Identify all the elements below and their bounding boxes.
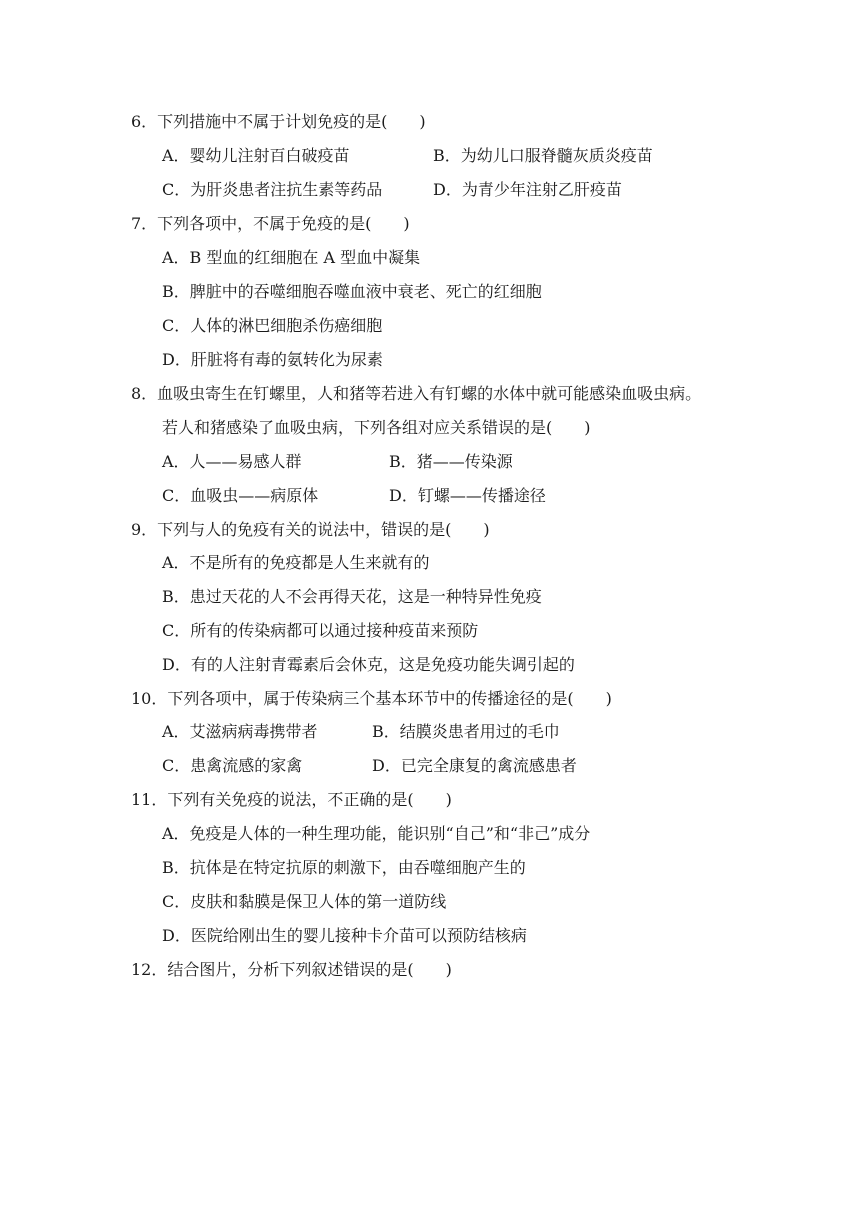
question-10-stem: 10．下列各项中，属于传染病三个基本环节中的传播途径的是( ) <box>131 689 612 708</box>
question-8-option-b: B．猪——传染源 <box>389 452 513 471</box>
question-10-option-d: D．已完全康复的禽流感患者 <box>372 756 577 775</box>
question-11-option-a: A．免疫是人体的一种生理功能，能识别“自己”和“非己”成分 <box>162 824 591 843</box>
question-6-option-b: B．为幼儿口服脊髓灰质炎疫苗 <box>433 146 653 165</box>
question-6-option-d: D．为青少年注射乙肝疫苗 <box>433 180 622 199</box>
question-8-option-a: A．人——易感人群 <box>162 452 302 471</box>
question-11-option-d: D．医院给刚出生的婴儿接种卡介苗可以预防结核病 <box>162 926 527 945</box>
question-9-stem: 9．下列与人的免疫有关的说法中，错误的是( ) <box>131 520 490 539</box>
question-10-option-a: A．艾滋病病毒携带者 <box>162 722 318 741</box>
question-9-option-a: A．不是所有的免疫都是人生来就有的 <box>162 553 430 572</box>
question-9-option-b: B．患过天花的人不会再得天花，这是一种特异性免疫 <box>162 587 542 606</box>
question-7-option-c: C．人体的淋巴细胞杀伤癌细胞 <box>162 316 383 335</box>
question-9-option-d: D．有的人注射青霉素后会休克，这是免疫功能失调引起的 <box>162 655 575 674</box>
question-8-option-c: C．血吸虫——病原体 <box>162 486 319 505</box>
question-8-stem: 8．血吸虫寄生在钉螺里，人和猪等若进入有钉螺的水体中就可能感染血吸虫病。 <box>131 384 702 403</box>
question-10-option-b: B．结膜炎患者用过的毛巾 <box>372 722 560 741</box>
question-8-stem-continued: 若人和猪感染了血吸虫病，下列各组对应关系错误的是( ) <box>162 418 591 437</box>
question-8-option-d: D．钉螺——传播途径 <box>389 486 546 505</box>
question-11-stem: 11．下列有关免疫的说法，不正确的是( ) <box>131 790 452 809</box>
question-7-option-d: D．肝脏将有毒的氨转化为尿素 <box>162 350 383 369</box>
question-12-stem: 12．结合图片，分析下列叙述错误的是( ) <box>131 960 452 979</box>
question-6-option-c: C．为肝炎患者注抗生素等药品 <box>162 180 383 199</box>
question-11-option-b: B．抗体是在特定抗原的刺激下，由吞噬细胞产生的 <box>162 858 526 877</box>
question-11-option-c: C．皮肤和黏膜是保卫人体的第一道防线 <box>162 892 447 911</box>
question-7-stem: 7．下列各项中，不属于免疫的是( ) <box>131 214 410 233</box>
question-7-option-a: A．B 型血的红细胞在 A 型血中凝集 <box>162 248 421 267</box>
question-10-option-c: C．患禽流感的家禽 <box>162 756 303 775</box>
question-7-option-b: B．脾脏中的吞噬细胞吞噬血液中衰老、死亡的红细胞 <box>162 282 542 301</box>
question-6-stem: 6．下列措施中不属于计划免疫的是( ) <box>131 112 426 131</box>
question-9-option-c: C．所有的传染病都可以通过接种疫苗来预防 <box>162 621 479 640</box>
question-6-option-a: A．婴幼儿注射百白破疫苗 <box>162 146 350 165</box>
